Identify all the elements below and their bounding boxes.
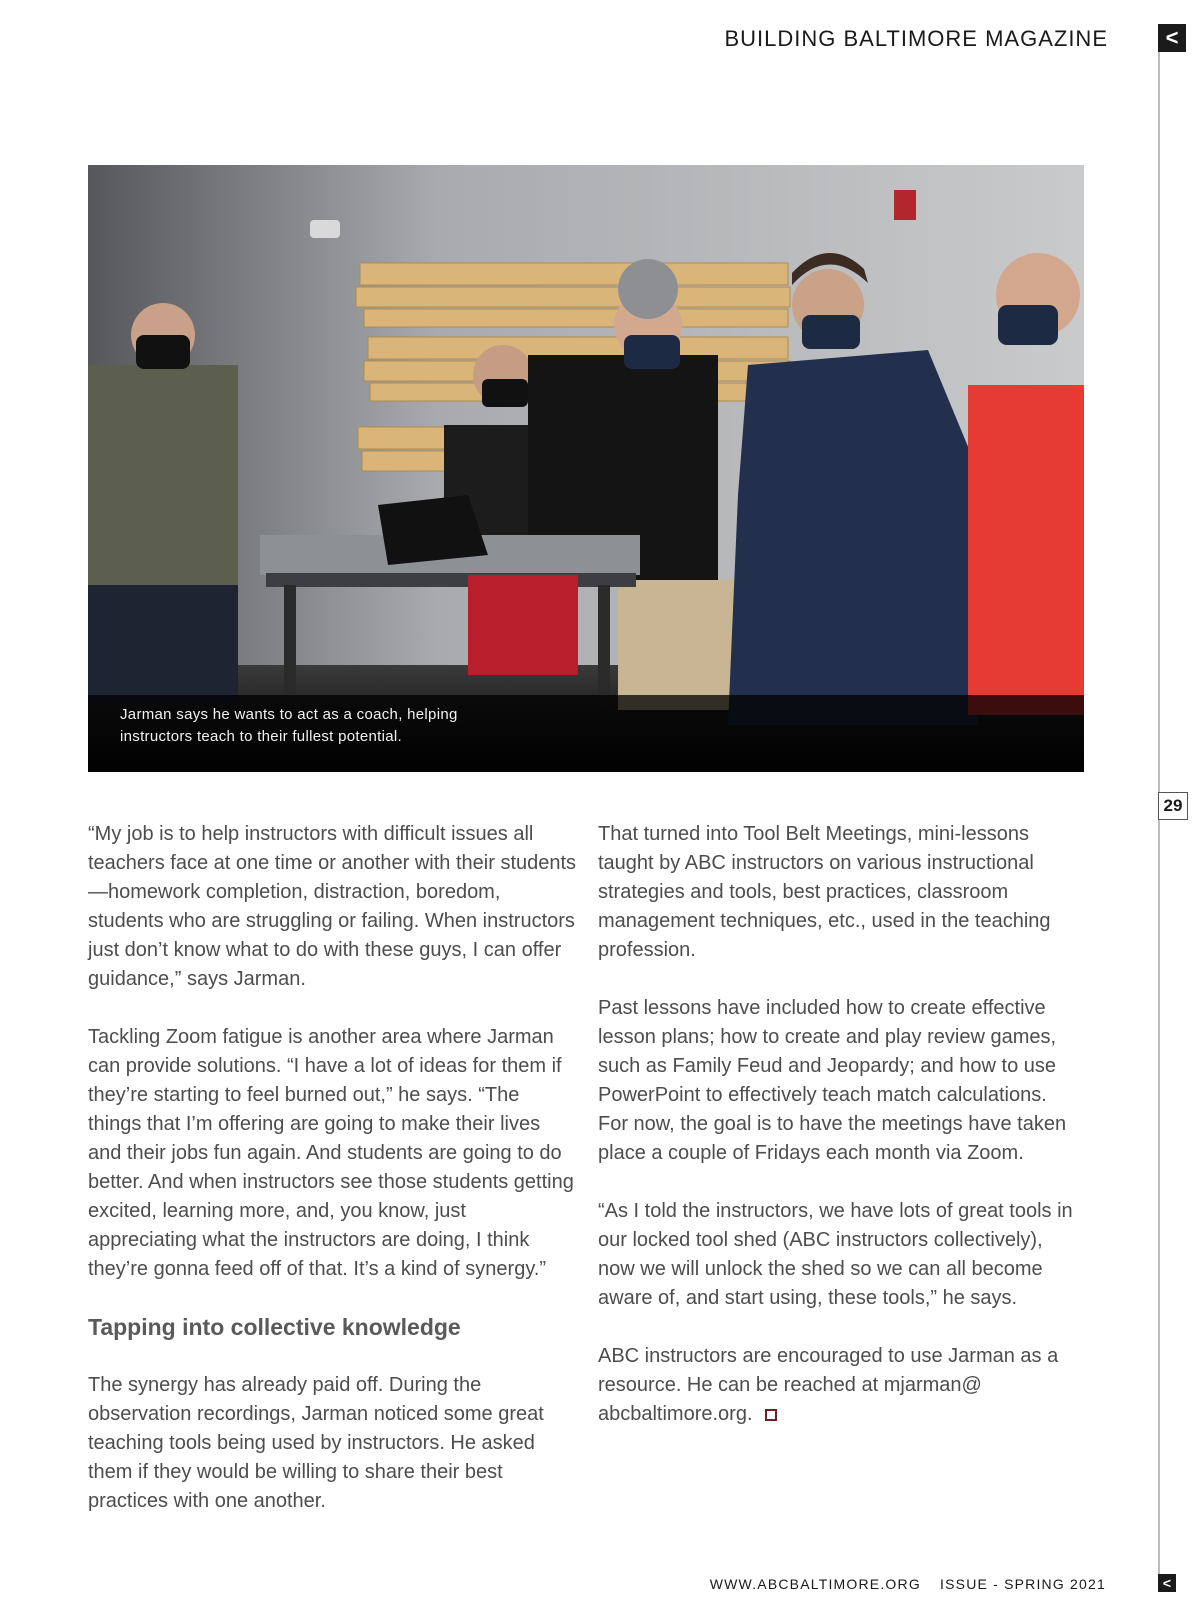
footer-issue: ISSUE - SPRING 2021: [940, 1576, 1106, 1592]
chevron-left-icon: <: [1162, 1575, 1172, 1591]
footer: [710, 1576, 1106, 1592]
right-column: [598, 820, 1078, 1458]
section-heading: Tapping into collective knowledge: [88, 1314, 461, 1340]
left-column: [88, 820, 578, 1545]
paragraph: Past lessons have included how to create effective lesson plans; how to create and play review games, such as Family Feud and Jeopardy; and how to use PowerPoint to effectively teach match calculations. For now, the goal is to have the meetings have taken place a couple of Fridays each month via Zoom.: [598, 997, 1067, 1164]
workshop-photo-illustration: [88, 165, 1084, 772]
article-photo: [88, 165, 1084, 772]
photo-caption: Jarman says he wants to act as a coach, helping instructors teach to their fullest potential.: [120, 706, 458, 745]
paragraph: “As I told the instructors, we have lots of great tools in our locked tool shed (ABC instructors collectively), now we will unlock the shed so we can all become aware of, and start using, these tools,” he says.: [598, 1200, 1073, 1309]
paragraph: That turned into Tool Belt Meetings, mini-lessons taught by ABC instructors on various instructional strategies and tools, best practices, classroom management techniques, etc., used in the teaching profession.: [598, 823, 1051, 961]
paragraph-text: ABC instructors are encouraged to use Jarman as a resource. He can be reached at mjarman@ abcbaltimore.org.: [598, 1345, 1059, 1425]
back-nav-button[interactable]: [1158, 24, 1186, 52]
footer-website[interactable]: WWW.ABCBALTIMORE.ORG: [709, 1576, 921, 1592]
closing-paragraph: [598, 1342, 1078, 1429]
end-of-article-icon: [765, 1409, 777, 1421]
paragraph: “My job is to help instructors with difficult issues all teachers face at one time or another with their students—homework completion, distraction, boredom, students who are struggling or failing. When instructors just don’t know what to do with these guys, I can offer guidance,” says Jarman.: [88, 823, 577, 990]
paragraph: Tackling Zoom fatigue is another area where Jarman can provide solutions. “I have a lot of ideas for them if they’re starting to feel burned out,” he says. “The things that I’m offering are going to make their lives and their jobs fun again. And students are going to do better. And when instructors see those students getting excited, learning more, and, you know, just appreciating what the instructors are doing, I think they’re gonna feed off of that. It’s a kind of synergy.”: [88, 1026, 574, 1280]
footer-back-button[interactable]: [1158, 1574, 1176, 1592]
magazine-title: BUILDING BALTIMORE MAGAZINE: [724, 26, 1108, 51]
chevron-left-icon: <: [1165, 25, 1179, 50]
paragraph: The synergy has already paid off. During the observation recordings, Jarman noticed some great teaching tools being used by instructors. He asked them if they would be willing to share their best practices with one another.: [88, 1374, 544, 1512]
page-number: 29: [1158, 792, 1188, 820]
